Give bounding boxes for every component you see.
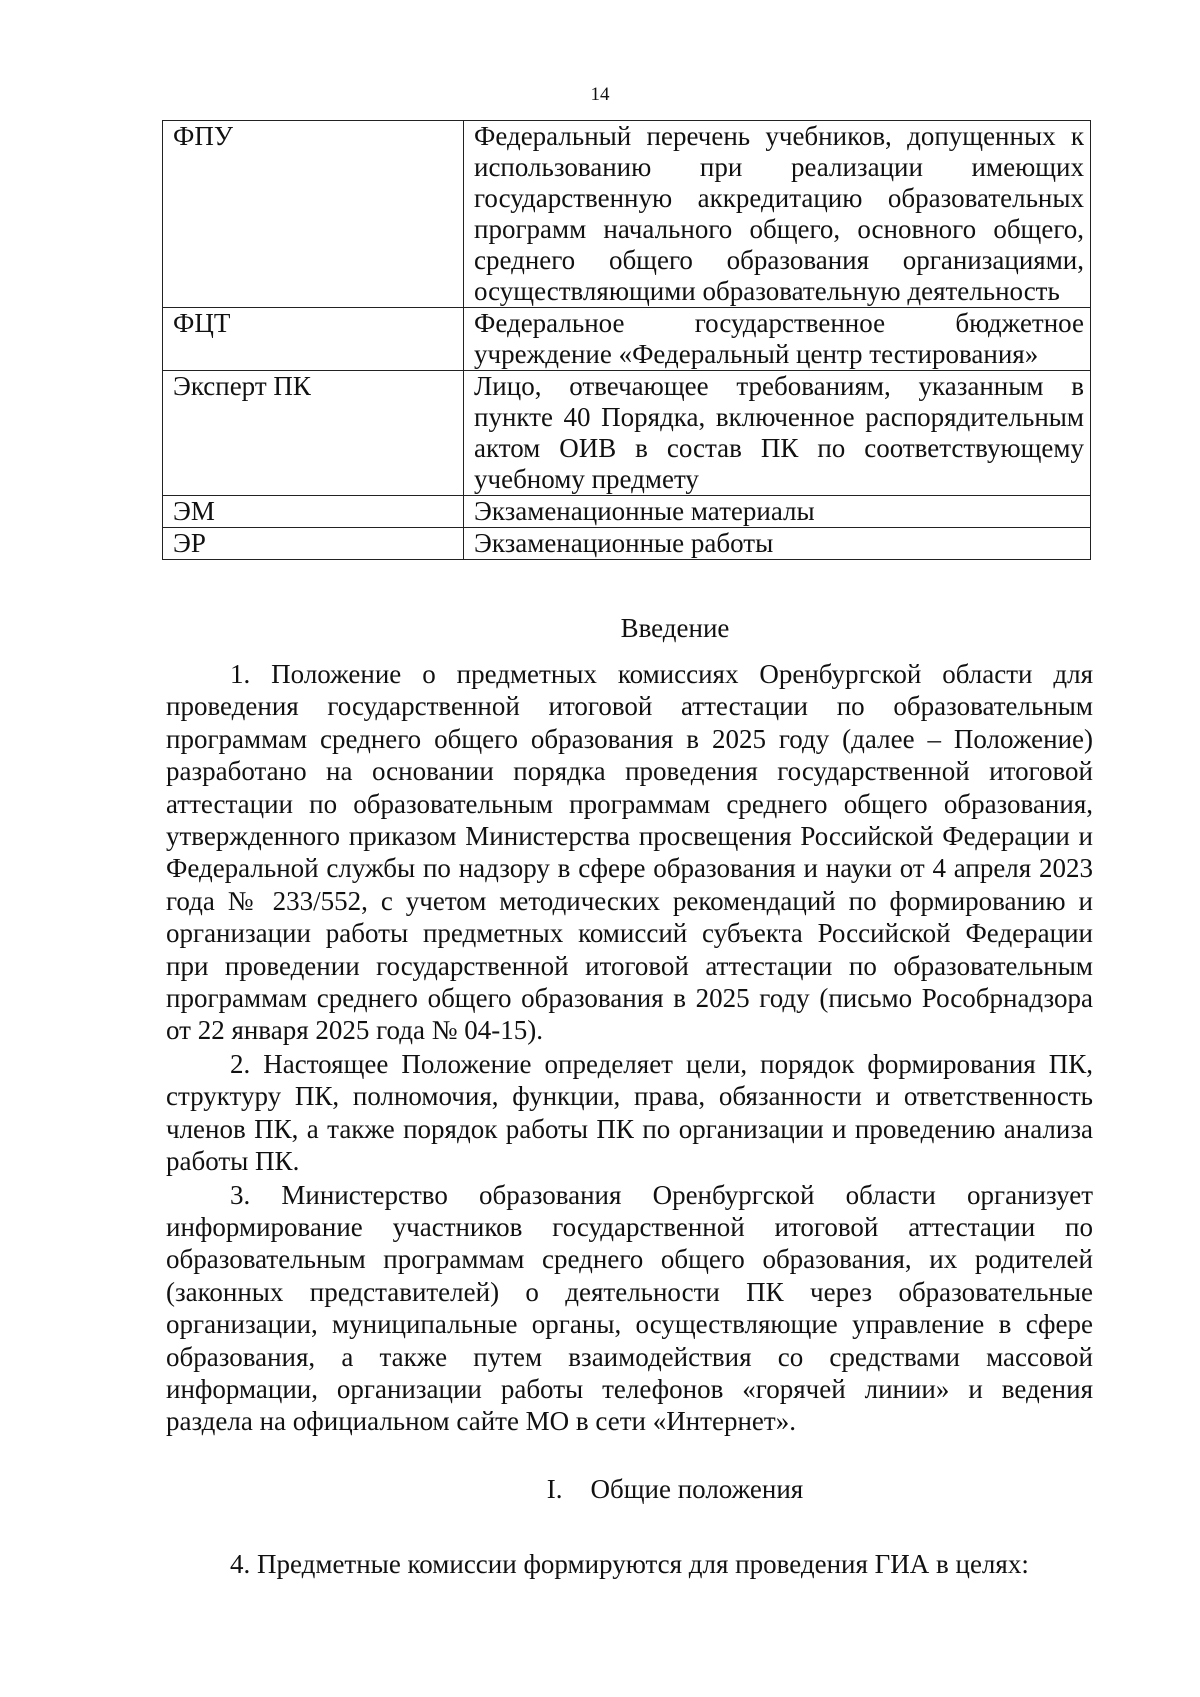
abbreviations-table xyxy=(162,120,1091,560)
abbreviation-term: ФЦТ xyxy=(163,308,464,371)
abbreviation-term: Эксперт ПК xyxy=(163,371,464,496)
abbreviation-definition: Экзаменационные материалы xyxy=(464,496,1091,528)
table-row xyxy=(163,371,1091,496)
paragraph: 3. Министерство образования Оренбургской области организует информирование участников государственной итоговой аттестации по образовательным программам среднего общего образования, их родителей (законных представителей) о деятельности ПК через образовательные организации, муниципальные органы, осуществляющие управление в сфере образования, а также путем взаимодействия со средствами массовой информации, организации работы телефонов «горячей линии» и ведения раздела на официальном сайте МО в сети «Интернет». xyxy=(166,1179,1093,1437)
abbreviation-term: ЭР xyxy=(163,528,464,560)
abbreviation-definition: Экзаменационные работы xyxy=(464,528,1091,560)
section-numeral: I. xyxy=(546,1474,563,1504)
abbreviation-definition: Лицо, отвечающее требованиям, указанным в пункте 40 Порядка, включенное распорядительным актом ОИВ в состав ПК по соответствующему учебному предмету xyxy=(464,371,1091,496)
abbreviation-definition: Федеральное государственное бюджетное учреждение «Федеральный центр тестирования» xyxy=(464,308,1091,371)
section-title-introduction: Введение xyxy=(620,613,730,643)
paragraph: 1. Положение о предметных комиссиях Оренбургской области для проведения государственной итоговой аттестации по образовательным программам среднего общего образования в 2025 году (далее – Положение) разработано на основании порядка проведения государственной итоговой аттестации по образовательным программам среднего общего образования, утвержденного приказом Министерства просвещения Российской Федерации и Федеральной службы по надзору в сфере образования и науки от 4 апреля 2023 года № 233/552, с учетом методических рекомендаций по формированию и организации работы предметных комиссий субъекта Российской Федерации при проведении государственной итоговой аттестации по образовательным программам среднего общего образования в 2025 году (письмо Рособрнадзора от 22 января 2025 года № 04-15). xyxy=(166,659,1093,1046)
abbreviation-definition: Федеральный перечень учебников, допущенных к использованию при реализации имеющих государственную аккредитацию образовательных программ начального общего, основного общего, среднего общего образования организациями, осуществляющими образовательную деятельность xyxy=(464,121,1091,308)
abbreviation-term: ФПУ xyxy=(163,121,464,308)
section-title-general-provisions xyxy=(0,1474,1200,1505)
abbreviation-term: ЭМ xyxy=(163,496,464,528)
table-row xyxy=(163,496,1091,528)
paragraph: 2. Настоящее Положение определяет цели, порядок формирования ПК, структуру ПК, полномочия, функции, права, обязанности и ответственность членов ПК, а также порядок работы ПК по организации и проведению анализа работы ПК. xyxy=(166,1048,1093,1177)
introduction-body xyxy=(166,658,1093,1438)
table-row xyxy=(163,308,1091,371)
paragraph: 4. Предметные комиссии формируются для проведения ГИА в целях: xyxy=(230,1549,1029,1579)
table-row xyxy=(163,528,1091,560)
table-row xyxy=(163,121,1091,308)
section-heading-text: Общие положения xyxy=(590,1474,804,1504)
page-number: 14 xyxy=(590,84,610,105)
